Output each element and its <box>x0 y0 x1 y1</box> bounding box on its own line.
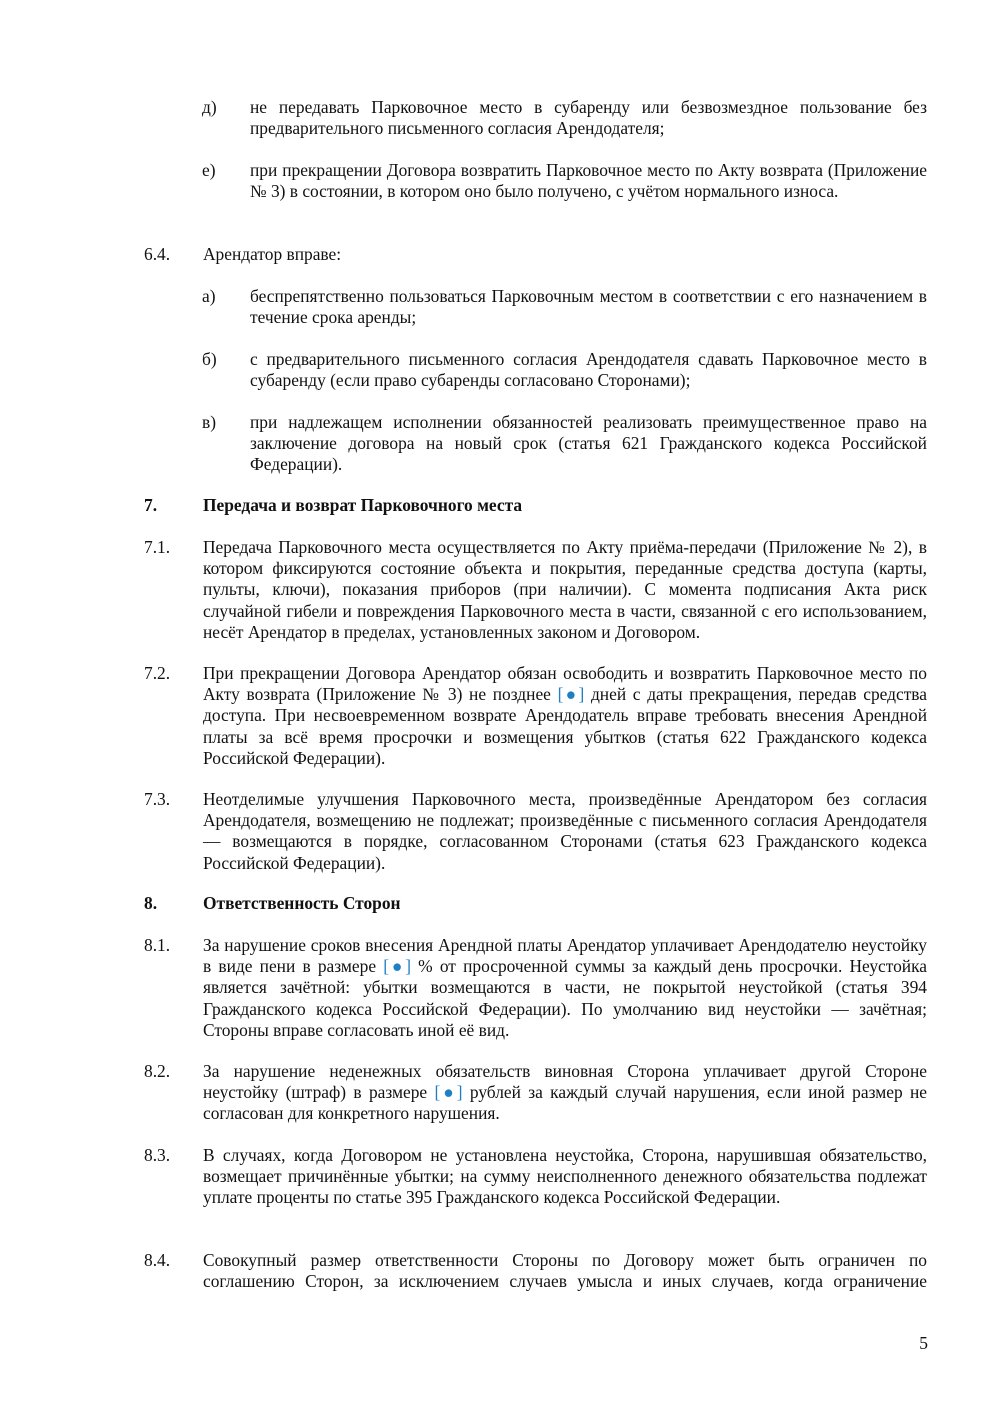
clause-text-7-2 <box>203 663 927 769</box>
clause-text-8-1-part-2: % от просроченной суммы за каждый день просрочки. Неустойка является зачётной: убытки возмещаются в части, не покрытой неустойкой (статья 394 Гражданского кодекса Российской Федерации). По умолчанию вид неустойки — зачётная; Стороны вправе согласовать иной её вид. <box>203 956 928 1040</box>
section-title-8: Ответственность Сторон <box>203 893 401 913</box>
placeholder-days: [●] <box>557 684 585 705</box>
section-number-7: 7. <box>144 495 158 515</box>
clause-text-7-2-part-2: дней с даты прекращения, передав средства доступа. При несвоевременном возврате Арендодатель вправе требовать внесения Арендной платы за всё время просрочки и возмещения убытков (статья 622 Гражданского кодекса Российской Федерации). <box>203 684 927 768</box>
clause-number-8-3: 8.3. <box>144 1145 171 1165</box>
page-number: 5 <box>919 1333 928 1353</box>
placeholder-fine-rubles: [●] <box>434 1082 463 1103</box>
clause-text-8-1-part-1: За нарушение сроков внесения Арендной платы Арендатор уплачивает Арендодателю неустойку в виде пени в размере <box>203 935 927 977</box>
clause-number-7-1: 7.1. <box>144 537 171 557</box>
item-letter-a: а) <box>202 286 216 306</box>
clause-text-8-2 <box>203 1061 927 1125</box>
clause-text-6-4: Арендатор вправе: <box>203 244 342 264</box>
section-title-7: Передача и возврат Парковочного места <box>203 495 523 515</box>
clause-text-7-1: Передача Парковочного места осуществляется по Акту приёма-передачи (Приложение № 2), в котором фиксируются состояние объекта и покрытия, переданные средства доступа (карты, пульты, ключи), показания приборов (при наличии). С момента подписания Акта риск случайной гибели и повреждения Парковочного места в части, связанной с его использованием, несёт Арендатор в пределах, установленных законом и Договором. <box>203 537 927 642</box>
item-text-e: при прекращении Договора возвратить Парковочное место по Акту возврата (Приложение № 3) в состоянии, в котором оно было получено, с учётом нормального износа. <box>250 160 927 202</box>
item-text-a: беспрепятственно пользоваться Парковочным местом в соответствии с его назначением в течение срока аренды; <box>250 286 927 328</box>
item-letter-v: в) <box>202 412 217 432</box>
item-text-v: при надлежащем исполнении обязанностей реализовать преимущественное право на заключение договора на новый срок (статья 621 Гражданского кодекса Российской Федерации). <box>250 412 927 475</box>
clause-number-8-4: 8.4. <box>144 1250 171 1270</box>
item-letter-d: д) <box>202 97 217 117</box>
clause-text-8-2-part-2: рублей за каждый случай нарушения, если иной размер не согласован для конкретного нарушения. <box>203 1082 927 1124</box>
clause-number-7-3: 7.3. <box>144 789 171 809</box>
clause-text-8-4: Совокупный размер ответственности Стороны по Договору может быть ограничен по соглашению Сторон, за исключением случаев умысла и иных случаев, когда ограничение <box>203 1250 927 1292</box>
clause-text-7-3: Неотделимые улучшения Парковочного места, произведённые Арендатором без согласия Арендодателя, возмещению не подлежат; произведённые с письменного согласия Арендодателя — возмещаются в порядке, согласованном Сторонами (статья 623 Гражданского кодекса Российской Федерации). <box>203 789 927 873</box>
clause-number-7-2: 7.2. <box>144 663 171 683</box>
clause-text-8-2-part-1: За нарушение неденежных обязательств виновная Сторона уплачивает другой Стороне неустойку (штраф) в размере <box>203 1061 927 1103</box>
clause-text-8-3: В случаях, когда Договором не установлена неустойка, Сторона, нарушившая обязательство, возмещает причинённые убытки; на сумму неисполненного денежного обязательства подлежат уплате проценты по статье 395 Гражданского кодекса Российской Федерации. <box>203 1145 927 1208</box>
item-text-d: не передавать Парковочное место в субаренду или безвозмездное пользование без предварительного письменного согласия Арендодателя; <box>250 97 927 139</box>
item-text-b: с предварительного письменного согласия Арендодателя сдавать Парковочное место в субаренду (если право субаренды согласовано Сторонами); <box>250 349 927 391</box>
placeholder-penalty-percent: [●] <box>383 956 411 977</box>
item-letter-e: е) <box>202 160 216 180</box>
clause-text-7-2-part-1: При прекращении Договора Арендатор обязан освободить и возвратить Парковочное место по Акту возврата (Приложение № 3) не позднее <box>203 663 927 705</box>
clause-number-6-4: 6.4. <box>144 244 171 264</box>
clause-text-8-1 <box>203 935 927 1041</box>
section-number-8: 8. <box>144 893 158 913</box>
item-letter-b: б) <box>202 349 217 369</box>
clause-number-8-1: 8.1. <box>144 935 171 955</box>
clause-number-8-2: 8.2. <box>144 1061 171 1081</box>
